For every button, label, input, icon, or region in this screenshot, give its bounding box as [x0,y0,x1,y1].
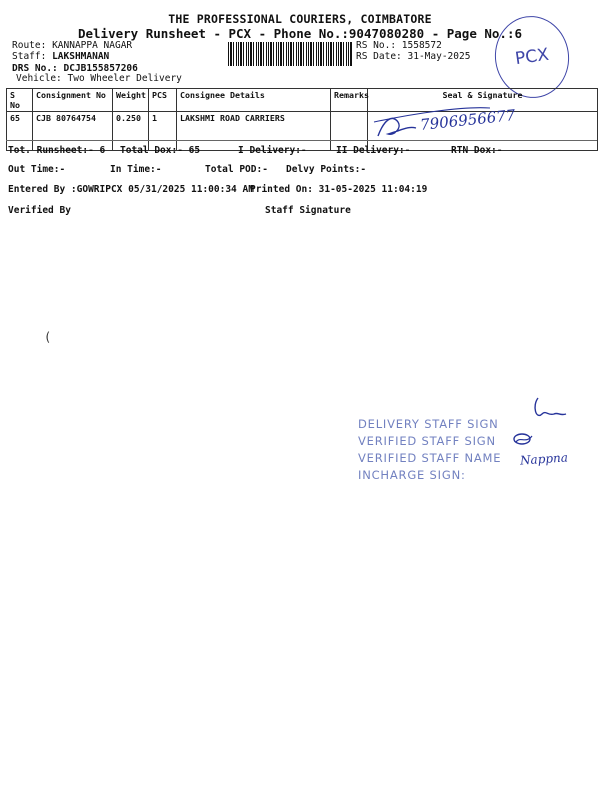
column-header: S No [7,89,33,112]
staff-value: LAKSHMANAN [52,51,110,62]
rs-no-line [356,40,442,51]
runsheet-title: Delivery Runsheet - PCX - Phone No.:9047080280 - Page No.:6 [77,26,522,41]
drs-value: DCJB155857206 [63,63,138,74]
staff-initials-signature [528,392,574,426]
verified-initials-signature [510,430,536,448]
return-dox: RTN Dox:- [451,145,503,156]
vehicle-label: Vehicle: [16,73,62,84]
stray-mark: ( [44,330,52,344]
stamp-line-verified-staff-sign: VERIFIED STAFF SIGN [358,434,496,448]
company-name: THE PROFESSIONAL COURIERS, COIMBATORE [168,12,432,26]
divider [6,140,597,141]
printed-on: Printed On: 31-05-2025 11:04:19 [250,184,428,195]
column-header: Remarks [331,89,368,112]
staff-label: Staff: [12,51,47,62]
cell-weight: 0.250 [113,112,149,151]
rs-no-label: RS No.: [356,40,397,51]
route-value: KANNAPPA NAGAR [52,40,133,51]
column-header: Consignment No [33,89,113,112]
route-line [12,40,132,51]
verification-stamp [358,416,501,484]
verified-by: Verified By [8,205,71,216]
column-header: PCS [149,89,177,112]
in-time: In Time:- [110,164,162,175]
handwritten-staff-name: Nappna [519,450,569,468]
rs-no-value: 1558572 [401,40,442,51]
total-runsheet: Tot. Runsheet:- 6 [8,145,106,156]
rs-date-label: RS Date: [356,51,402,62]
handwritten-phone: 7906956677 [419,106,517,134]
total-pod: Total POD:- [205,164,268,175]
rs-date-value: 31-May-2025 [407,51,471,62]
staff-line [12,51,109,62]
barcode [228,42,352,66]
vehicle-line [16,73,182,84]
first-delivery: I Delivery:- [238,145,307,156]
delivery-points: Delvy Points:- [286,164,367,175]
column-header: Weight [113,89,149,112]
rs-date-line [356,51,470,62]
pcx-stamp-text: PCX [513,44,551,70]
stamp-line-incharge-sign: INCHARGE SIGN: [358,468,466,482]
stamp-line-delivery-staff-sign: DELIVERY STAFF SIGN [358,417,499,431]
drs-label: DRS No.: [12,63,58,74]
cell-sno: 65 [7,112,33,151]
cell-pcs: 1 [149,112,177,151]
stamp-line-verified-staff-name: VERIFIED STAFF NAME [358,451,502,465]
second-delivery: II Delivery:- [336,145,411,156]
cell-consignee: LAKSHMI ROAD CARRIERS [177,112,331,151]
cell-consignment: CJB 80764754 [33,112,113,151]
column-header: Consignee Details [177,89,331,112]
column-header: Seal & Signature [368,89,598,112]
out-time: Out Time:- [8,164,66,175]
route-label: Route: [12,40,47,51]
staff-signature-label: Staff Signature [265,205,351,216]
entered-by: Entered By :GOWRIPCX 05/31/2025 11:00:34 AM [8,184,254,195]
vehicle-value: Two Wheeler Delivery [67,73,182,84]
total-dox: Total Dox:- 65 [120,145,201,156]
